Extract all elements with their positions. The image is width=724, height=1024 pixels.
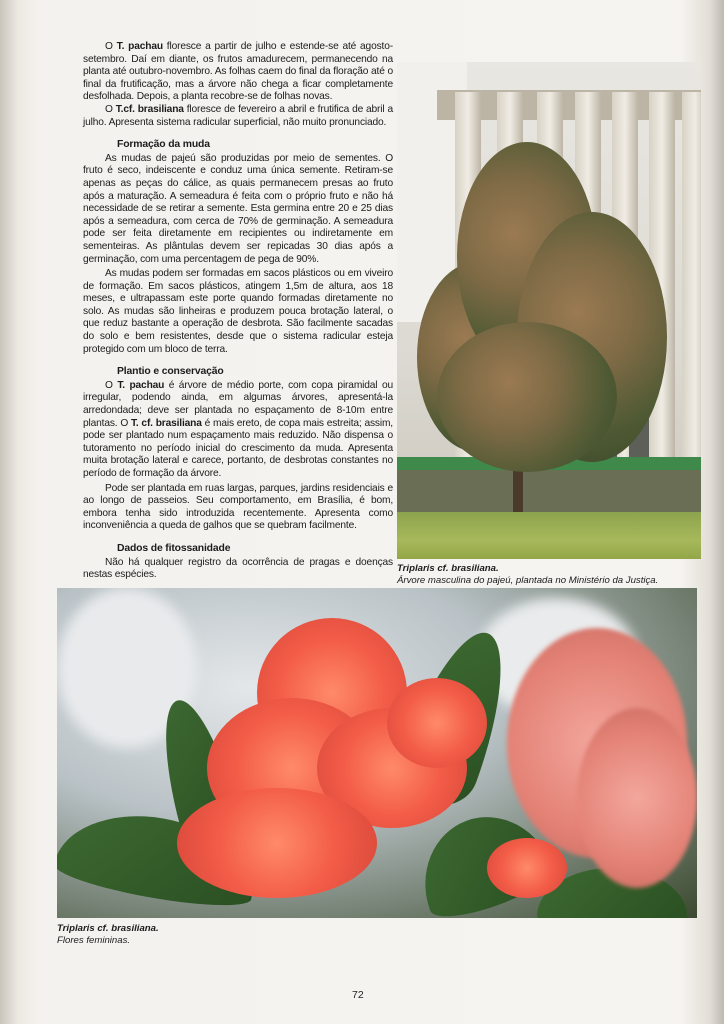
species-name: T. pachau [116,41,163,52]
caption-title: Triplaris cf. brasiliana. [57,923,159,934]
caption-title: Triplaris cf. brasiliana. [397,563,499,574]
article: O [105,379,118,391]
species-name: T.cf. brasiliana [115,103,184,115]
caption-male-tree [397,563,707,586]
paragraph-pests: Não há qualquer registro da ocorrência de pragas e doenças nestas espécies. [83,556,393,581]
photo-male-tree [397,62,701,559]
text-column [83,41,393,582]
paragraph-urban-use: Pode ser plantada em ruas largas, parques, jardins residenciais e ao longo de passeios. Seu comportamento, em Brasília, é bom, embora tenha sido introduzida recentemente. Apresenta como inconveniência a queda de galhos que se quebram facilmente. [83,482,393,532]
paragraph-text: é mais ereto, de copa mais estreita; assim, pode ser plantado num espaçamento mais reduzido. Não dispensa o tutoramento no período inicial do crescimento da muda. Apresenta muita brotação lateral e carece, portanto, de desbrotas constantes no período de formação da árvore. [83,417,393,479]
species-name: T. cf. brasiliana [130,417,202,429]
caption-description: Árvore masculina do pajeú, plantada no Ministério da Justiça. [397,574,659,586]
caption-description: Flores femininas. [57,934,131,946]
paragraph-seedling-bags: As mudas podem ser formadas em sacos plásticos ou em viveiro de formação. Em sacos plásticos, atingem 1,5m de altura, aos 18 meses, e ultrapassam este porte quando formadas diretamente no solo. As mudas são linheiras e produzem pouca brotação lateral, o que reduz bastante a operação de desbrota. São facilmente sacadas do solo e bem resistentes, desde que o sistema radicular esteja protegido com um bloco de terra. [83,268,393,355]
paragraph-flowering-pachau [83,41,393,104]
paragraph-text: é árvore de médio porte, com copa piramidal ou irregular, podendo ainda, em algumas árvores, apresentá-la arredondada; deve ser plantada no espaçamento de 8-10m entre plantas. O [83,379,393,429]
paragraph-text: floresce a partir de julho e estende-se até agosto-setembro. Daí em diante, os frutos amadurecem, permanecendo na planta até outubro-novembro. As folhas caem do final da floração até o final da frutificação, mas a árvore não chega a ficar completamente desfolhada. Depois, a planta recobre-se de folhas novas. [83,41,393,103]
species-name: T. pachau [117,379,165,391]
page-number: 72 [352,989,364,1001]
caption-female-flowers [57,923,357,946]
paragraph-planting [83,380,393,481]
paragraph-seedlings: As mudas de pajeú são produzidas por meio de sementes. O fruto é seco, indeiscente e conduz uma única semente. Retiram-se apenas as peças do cálice, as quais permanecem presas ao fruto após a maturação. A semeadura é feita com o próprio fruto e não há necessidade de se retirar a semente. Esta germina entre 20 e 25 dias após a semeadura, com cerca de 70% de germinação. A semeadura pode ser feita diretamente em recipientes ou indiretamente em sementeiras. As plântulas devem ser repicadas 30 dias após a germinação, com uma percentagem de pega de 90%. [83,152,393,265]
article: O [105,103,116,115]
photo-female-flowers [57,588,697,918]
heading-seedling-formation: Formação da muda [117,139,210,151]
paragraph-flowering-brasiliana [83,104,393,129]
heading-phytosanitary: Dados de fitossanidade [117,542,231,554]
paragraph-text: floresce de fevereiro a abril e frutifica de abril a julho. Apresenta sistema radicular superficial, não muito pronunciado. [83,103,393,128]
article: O [105,41,117,52]
heading-planting: Plantio e conservação [117,366,224,378]
